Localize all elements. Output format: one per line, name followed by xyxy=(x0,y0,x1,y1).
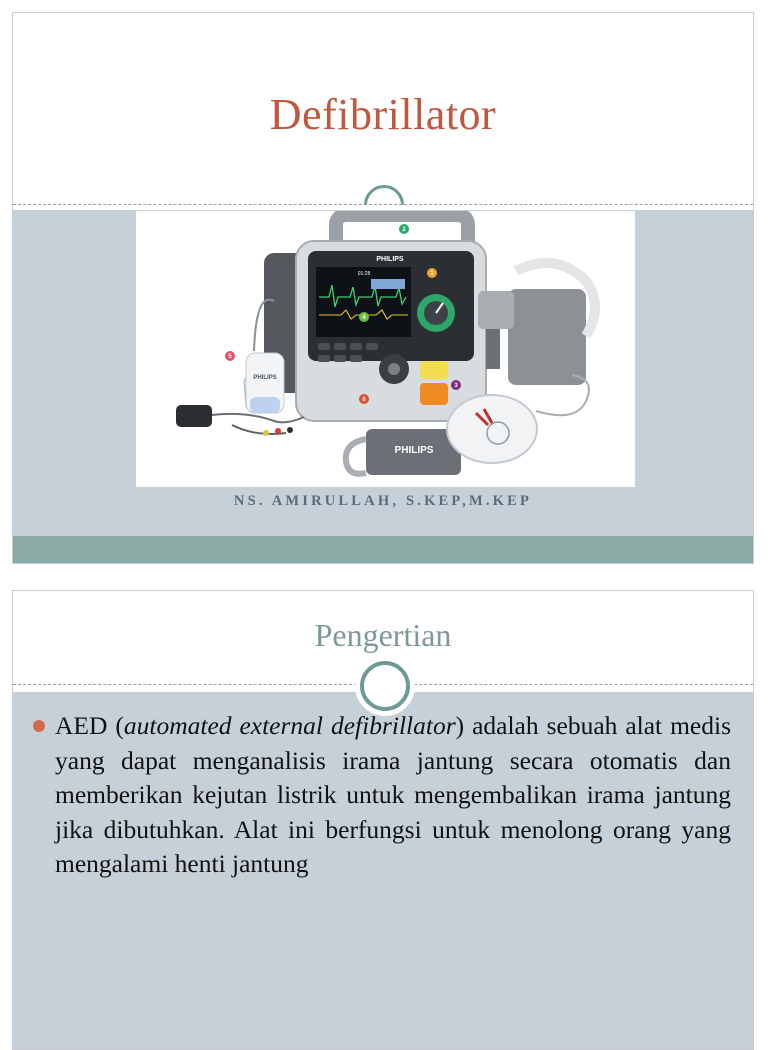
svg-text:3: 3 xyxy=(454,383,458,389)
slide-definition xyxy=(12,590,754,1050)
defibrillator-device-icon xyxy=(136,211,635,487)
definition-lead: AED ( xyxy=(55,711,124,740)
slide-title xyxy=(12,12,754,564)
svg-text:5: 5 xyxy=(228,354,232,360)
svg-text:1: 1 xyxy=(430,271,434,277)
author-name: NS. AMIRULLAH, S.KEP,M.KEP xyxy=(233,493,533,509)
bullet-item xyxy=(33,709,731,882)
svg-text:4: 4 xyxy=(362,315,366,321)
slide-title-heading: Defibrillator xyxy=(269,90,497,139)
definition-term: automated external defibrillator xyxy=(123,711,456,740)
brand-label: PHILIPS xyxy=(376,256,404,263)
bullet-dot-icon xyxy=(33,720,45,732)
svg-text:PHILIPS: PHILIPS xyxy=(253,375,277,381)
slide-definition-heading: Pengertian xyxy=(314,617,452,653)
defibrillator-image xyxy=(136,211,635,487)
ring-ornament xyxy=(360,661,410,711)
definition-text xyxy=(55,709,731,882)
definition-rest: ) adalah sebuah alat medis yang dapat menganalisis irama jantung secara otomatis dan memberikan kejutan listrik untuk mengembalikan irama jantung jika dibutuhkan. Alat ini berfungsi untuk menolong orang yang mengalami henti jantung xyxy=(55,711,732,878)
footer-band xyxy=(13,536,753,563)
cuff-brand-label: PHILIPS xyxy=(394,445,434,456)
screen-readout: 01:28 xyxy=(357,271,371,277)
svg-text:6: 6 xyxy=(362,397,366,403)
svg-text:2: 2 xyxy=(402,227,406,233)
